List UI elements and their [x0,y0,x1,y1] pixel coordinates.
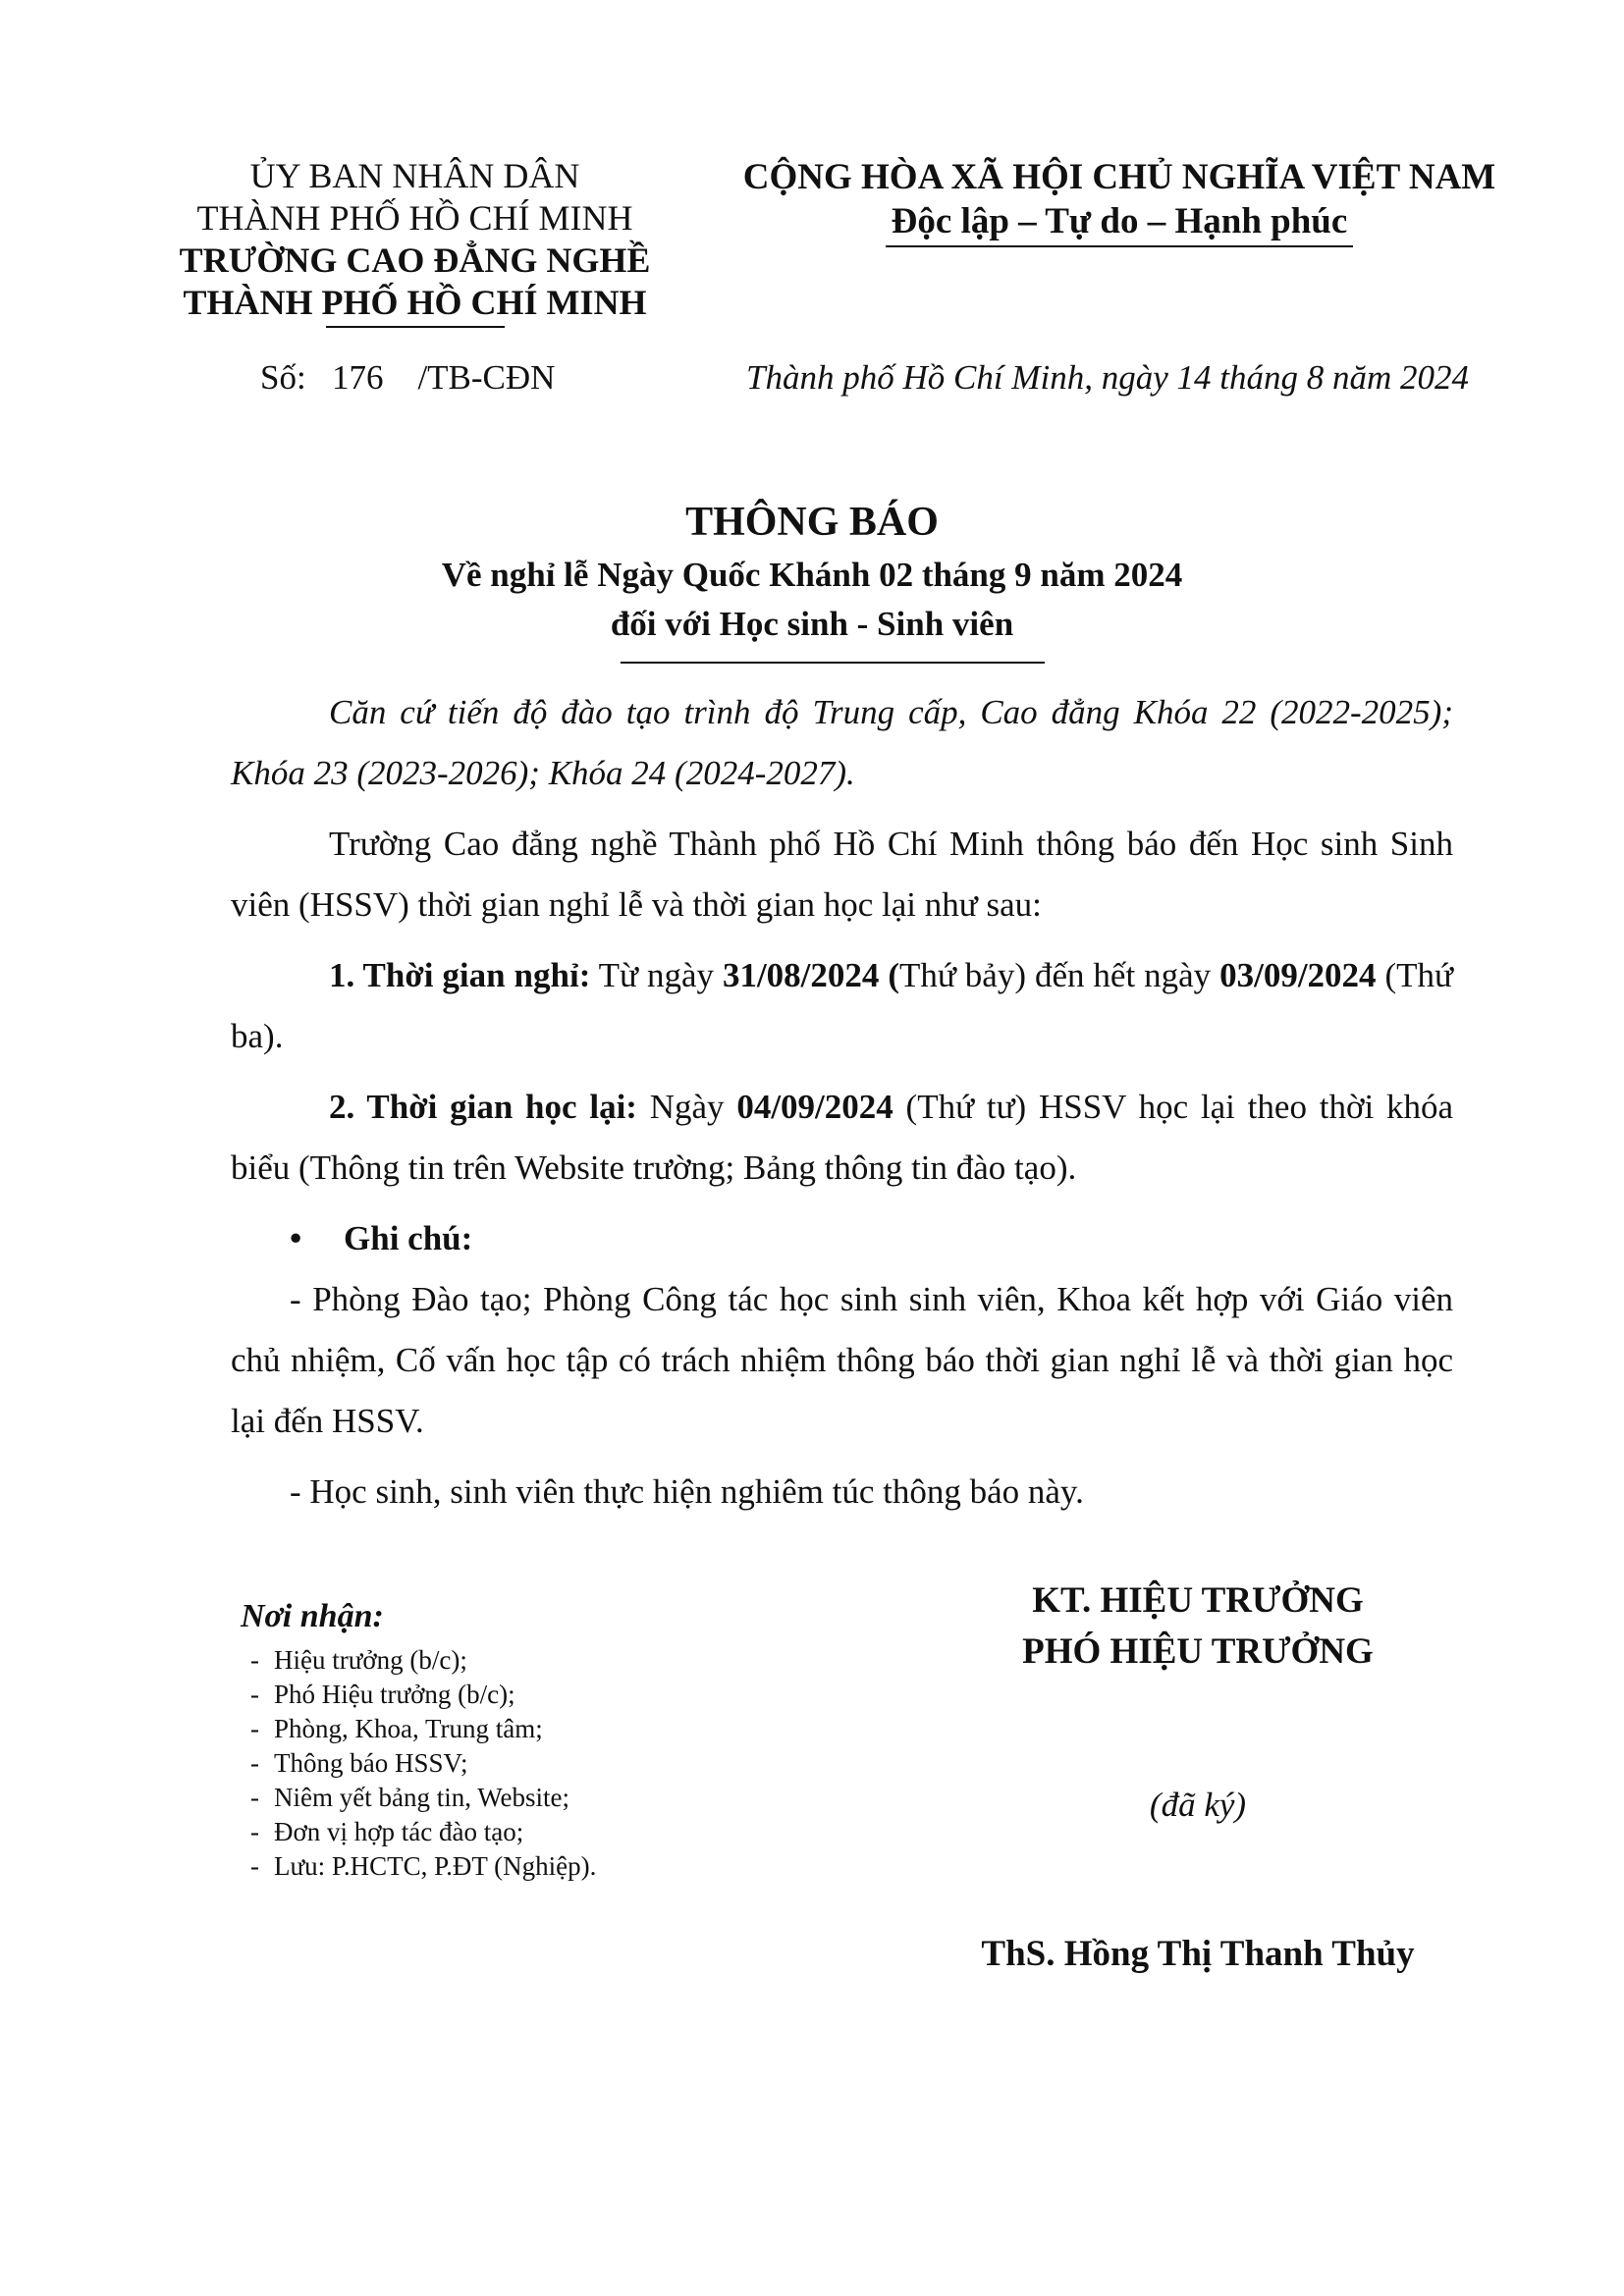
document-subtitle: Về nghỉ lễ Ngày Quốc Khánh 02 tháng 9 năm 2024 [441,556,1183,594]
national-header [727,155,1512,247]
title-divider [621,662,1045,664]
authority-line-2: THÀNH PHỐ HỒ CHÍ MINH [196,198,633,238]
signed-status: (đã ký) [1149,1786,1247,1824]
place-and-date: Thành phố Hồ Chí Minh, ngày 14 tháng 8 năm 2024 [746,358,1469,397]
holiday-text-a: Từ ngày [590,956,723,994]
list-item: - Niêm yết bảng tin, Website; [250,1781,830,1815]
resume-text-a: Ngày [636,1088,737,1126]
issuing-authority [147,155,682,324]
holiday-text-c: Thứ bảy) đến hết ngày [899,956,1220,994]
document-title: THÔNG BÁO [685,500,939,545]
notes-heading [231,1208,1453,1269]
holiday-end-date: 03/09/2024 [1219,956,1377,994]
recipients-list [241,1643,830,1884]
holiday-start-date: 31/08/2024 [722,956,880,994]
document-body [231,682,1453,1532]
national-motto: Độc lập – Tự do – Hạnh phúc [886,199,1354,247]
list-item: - Phòng, Khoa, Trung tâm; [250,1712,830,1746]
intro-paragraph: Trường Cao đẳng nghề Thành phố Hồ Chí Minh thông báo đến Học sinh Sinh viên (HSSV) thời gian nghỉ lễ và thời gian học lại như sau: [231,825,1453,924]
note-2: - Học sinh, sinh viên thực hiện nghiêm túc thông báo này. [290,1472,1084,1511]
resume-classes-paragraph [231,1077,1453,1199]
recipients-title: Nơi nhận: [241,1598,384,1634]
resume-classes-label: 2. Thời gian học lại: [329,1088,637,1126]
note-1: - Phòng Đào tạo; Phòng Công tác học sinh sinh viên, Khoa kết hợp với Giáo viên chủ nhiệm, Cố vấn học tập có trách nhiệm thông báo thời gian nghỉ lễ và thời gian học lại đến HSSV. [231,1280,1453,1440]
list-item: - Đơn vị hợp tác đào tạo; [250,1815,830,1849]
list-item: - Lưu: P.HCTC, P.ĐT (Nghiệp). [250,1849,830,1884]
document-audience: đối với Học sinh - Sinh viên [610,605,1014,643]
resume-text-b: (Thứ tư) HSSV học lại theo thời khóa biểu (Thông tin trên Website trường; Bảng thông tin đào tạo). [231,1088,1453,1187]
signer-title: PHÓ HIỆU TRƯỞNG [1022,1631,1374,1672]
list-item: - Phó Hiệu trưởng (b/c); [250,1678,830,1712]
bullet-icon: • [290,1219,302,1257]
recipients-block [241,1598,830,1884]
school-name-line-2: THÀNH PHỐ HỒ CHÍ MINH [183,283,647,322]
legal-basis-paragraph: Căn cứ tiến độ đào tạo trình độ Trung cấp, Cao đẳng Khóa 22 (2022-2025); Khóa 23 (2023-2026); Khóa 24 (2024-2027). [231,693,1453,792]
document-number: Số: 176 /TB-CĐN [260,358,556,397]
holiday-period-paragraph [231,945,1453,1067]
school-name-line-1: TRƯỜNG CAO ĐẲNG NGHỀ [179,240,651,280]
authority-line-1: ỦY BAN NHÂN DÂN [249,156,580,195]
holiday-text-b: ( [879,956,900,994]
country-name: CỘNG HÒA XÃ HỘI CHỦ NGHĨA VIỆT NAM [742,157,1496,197]
notes-label: Ghi chú: [344,1219,473,1257]
authority-divider [326,326,505,328]
signature-block [923,1575,1473,1975]
holiday-period-label: 1. Thời gian nghỉ: [329,956,591,994]
list-item: - Thông báo HSSV; [250,1746,830,1781]
list-item: - Hiệu trưởng (b/c); [250,1643,830,1678]
resume-date: 04/09/2024 [736,1088,893,1126]
signer-name: ThS. Hồng Thị Thanh Thủy [981,1934,1415,1974]
holiday-text-d: (Thứ ba). [231,956,1454,1055]
signer-authority: KT. HIỆU TRƯỞNG [1032,1580,1364,1621]
